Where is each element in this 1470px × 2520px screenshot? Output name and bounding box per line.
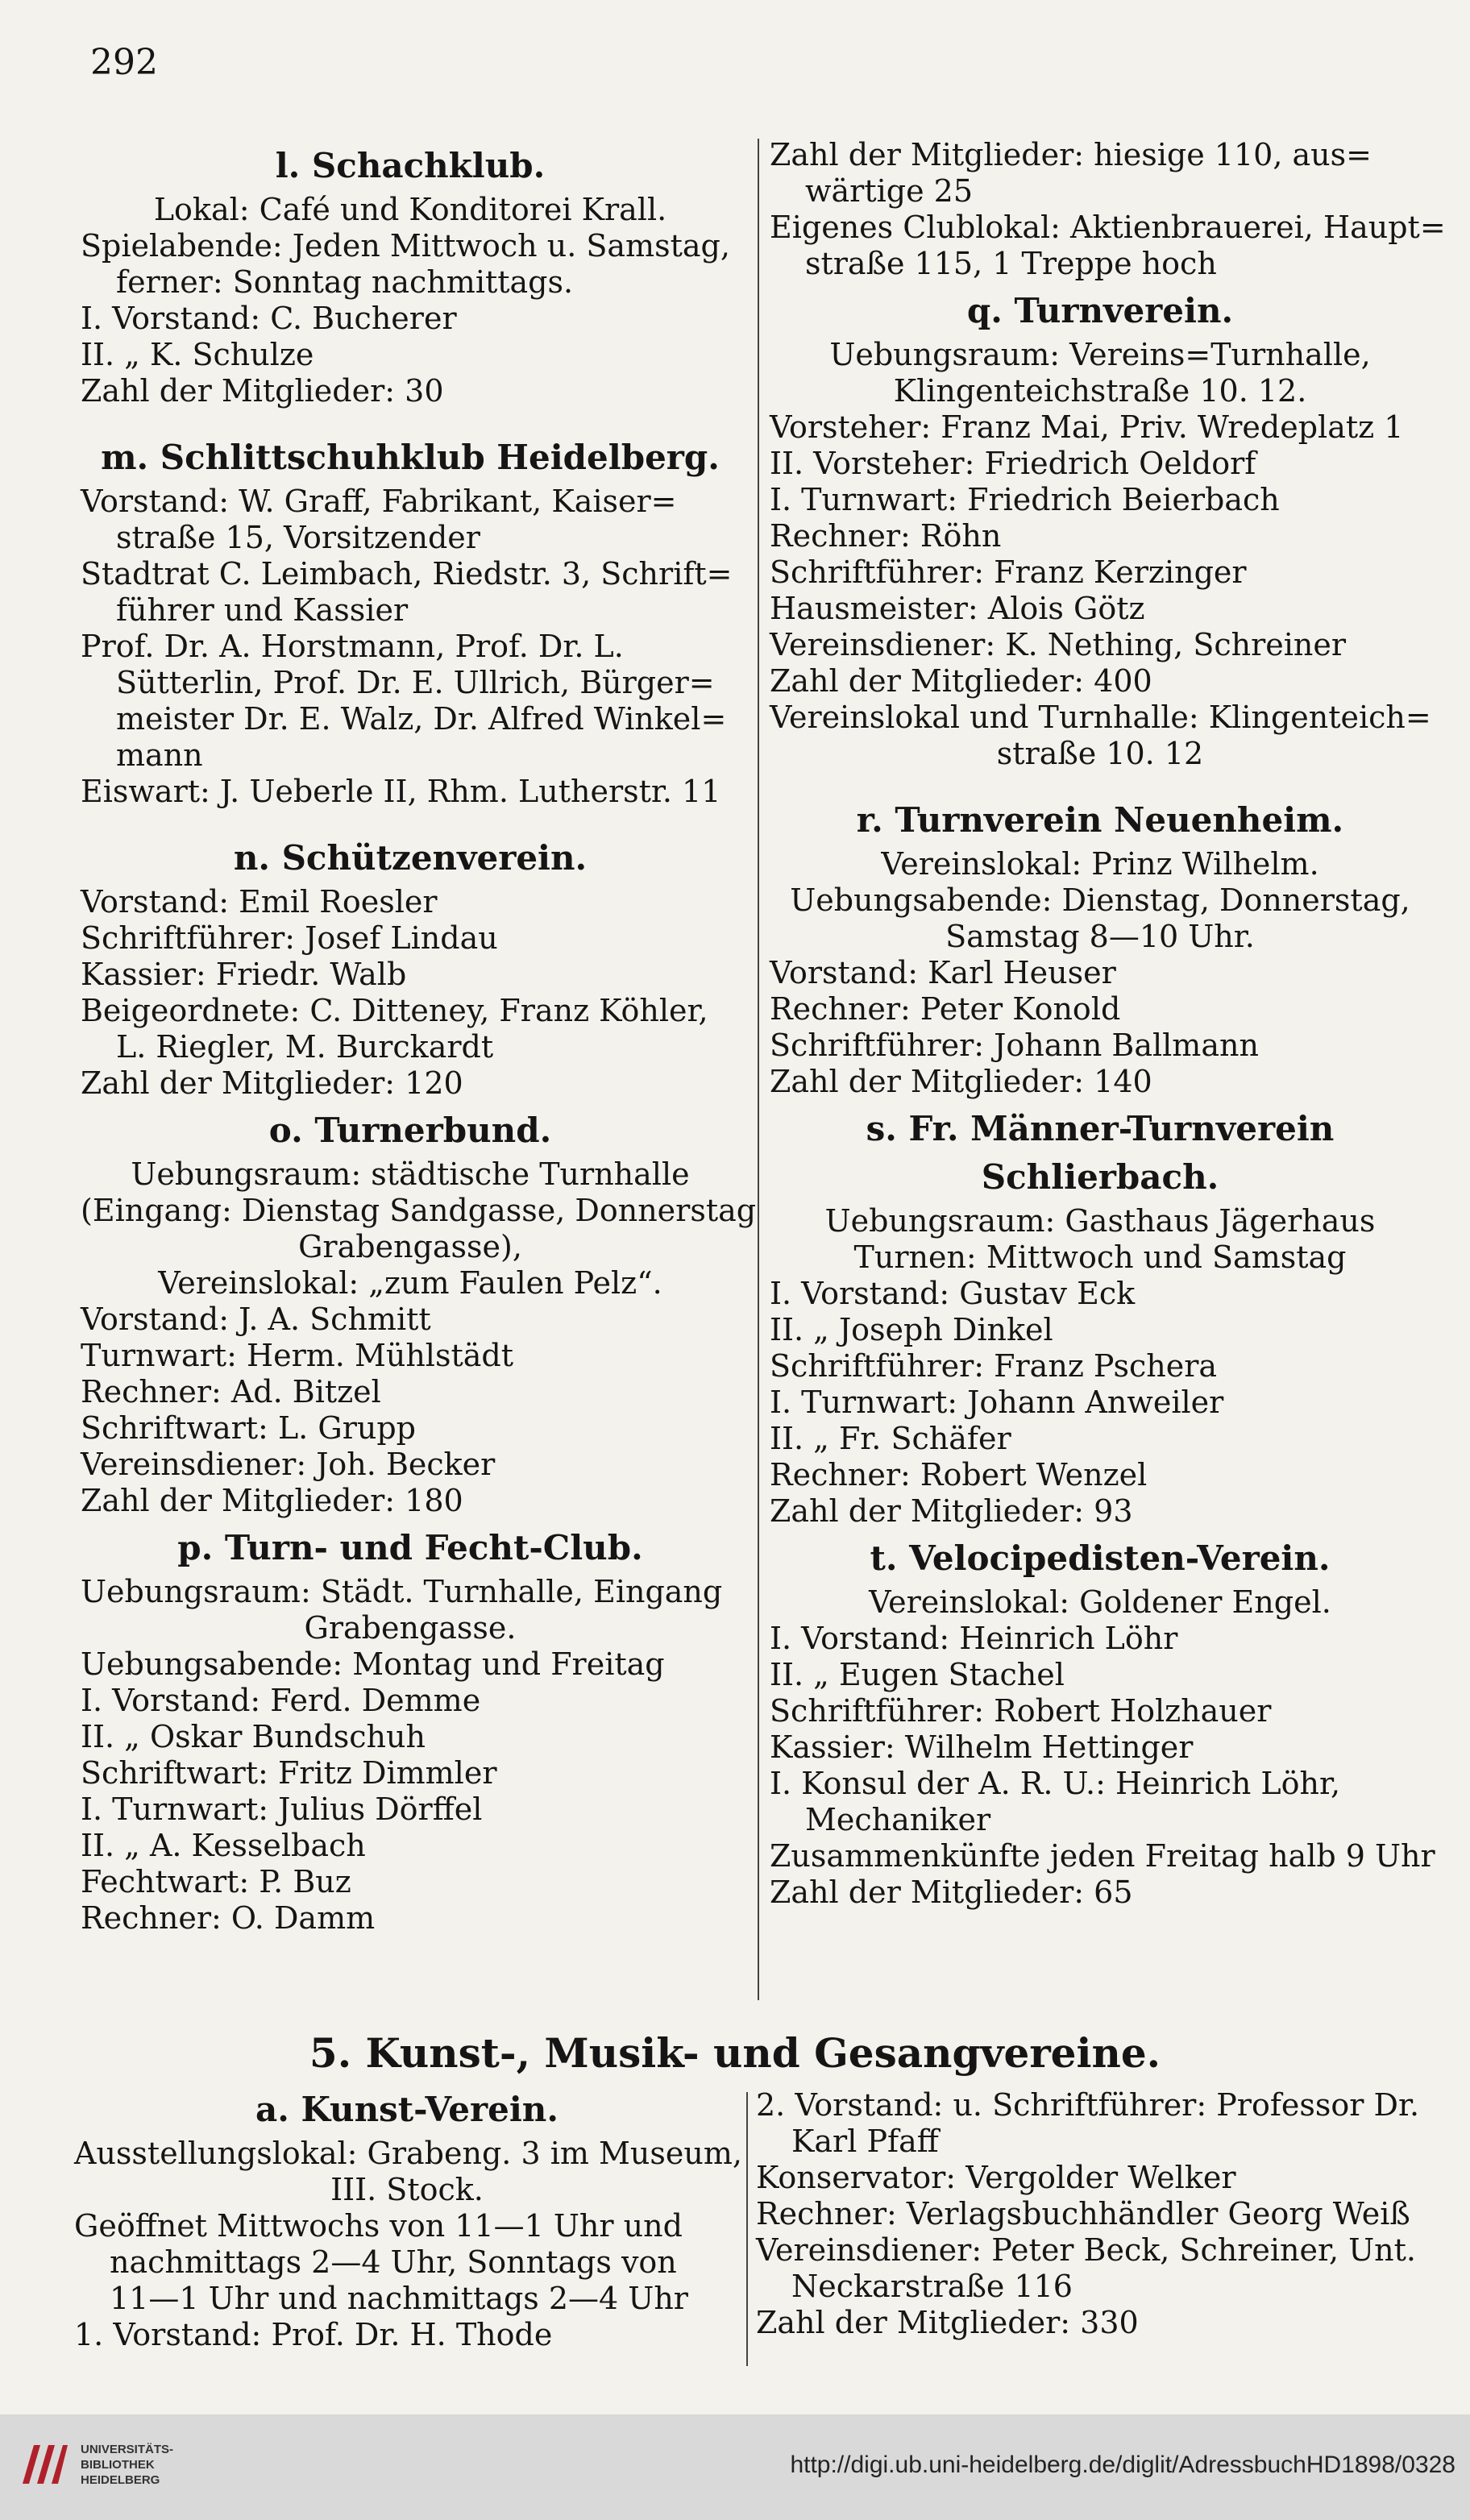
club-heading: n. Schützenverein. (233, 838, 588, 878)
club-q (770, 289, 1431, 772)
entry-line: Uebungsraum: Städt. Turnhalle, Eingang (81, 1574, 723, 1609)
entry-line: Kassier: Wilhelm Hettinger (770, 1729, 1194, 1765)
entry-line: II. „ Fr. Schäfer (770, 1421, 1011, 1456)
entry-line: nachmittags 2—4 Uhr, Sonntags von (110, 2244, 677, 2280)
club-lines (770, 1584, 1435, 1911)
club-r (770, 798, 1431, 1100)
entry-line: Mechaniker (805, 1802, 991, 1837)
page-number: 292 (90, 42, 158, 83)
entry-line: Zahl der Mitglieder: hiesige 110, aus= (770, 137, 1372, 172)
entry-line: Hausmeister: Alois Götz (770, 591, 1145, 626)
club-p (81, 1526, 740, 1937)
club-heading: s. Fr. Männer-Turnverein (866, 1109, 1335, 1148)
entry-line: 11—1 Uhr und nachmittags 2—4 Uhr (110, 2281, 688, 2316)
entry-line: wärtige 25 (805, 173, 974, 209)
entry-line: Uebungsraum: städtische Turnhalle (131, 1156, 690, 1192)
club-lines (81, 1574, 740, 1937)
entry-line: L. Riegler, M. Burckardt (116, 1029, 494, 1065)
entry-line: Vereinsdiener: Joh. Becker (81, 1447, 496, 1482)
entry-line: Zahl der Mitglieder: 140 (770, 1064, 1152, 1099)
club-heading: m. Schlittschuhklub Heidelberg. (101, 438, 720, 477)
entry-line: Vorstand: Karl Heuser (770, 955, 1116, 990)
entry-line: Vereinslokal: „zum Faulen Pelz“. (158, 1265, 662, 1301)
section-heading: 5. Kunst-, Musik- und Gesangvereine. (309, 2029, 1161, 2077)
right-column (770, 137, 1446, 1911)
entry-line: Zahl der Mitglieder: 120 (81, 1065, 463, 1101)
entry-line: Zahl der Mitglieder: 65 (770, 1874, 1133, 1910)
entry-line: straße 10. 12 (996, 736, 1204, 771)
entry-line: Grabengasse. (304, 1610, 517, 1646)
bottom-left-column (74, 2087, 740, 2353)
entry-line: Lokal: Café und Konditorei Krall. (153, 192, 667, 227)
club-m (81, 435, 740, 810)
club-t (770, 1536, 1435, 1911)
entry-line: Uebungsraum: Vereins=Turnhalle, (829, 337, 1371, 372)
entry-line: Eigenes Clublokal: Aktienbrauerei, Haupt= (770, 210, 1446, 245)
club-lines (81, 1156, 757, 1519)
entry-line: Rechner: Verlagsbuchhändler Georg Weiß (756, 2196, 1410, 2231)
entry-line: III. Stock. (330, 2172, 484, 2207)
entry-line: I. Konsul der A. R. U.: Heinrich Löhr, (770, 1766, 1341, 1801)
column-divider-bottom (746, 2092, 748, 2366)
entry-line: Rechner: Peter Konold (770, 991, 1121, 1027)
bottom-right-column (756, 2087, 1425, 2341)
entry-line: Schriftwart: L. Grupp (81, 1410, 416, 1446)
entry-line: Kassier: Friedr. Walb (81, 957, 407, 992)
club-p-continued (770, 137, 1446, 282)
entry-line: Zusammenkünfte jeden Freitag halb 9 Uhr (770, 1838, 1435, 1874)
entry-line: Rechner: O. Damm (81, 1900, 376, 1936)
entry-line: Uebungsabende: Montag und Freitag (81, 1646, 665, 1682)
entry-line: 2. Vorstand: u. Schriftführer: Professor Dr. (756, 2087, 1420, 2123)
entry-line: Prof. Dr. A. Horstmann, Prof. Dr. L. (81, 629, 624, 664)
entry-line: I. Vorstand: Heinrich Löhr (770, 1621, 1178, 1656)
entry-line: Neckarstraße 116 (791, 2269, 1073, 2304)
entry-line: II. „ Oskar Bundschuh (81, 1719, 426, 1754)
club-l (81, 143, 740, 409)
left-column (81, 137, 757, 1937)
club-lines (81, 884, 740, 1102)
entry-line: Schriftwart: Fritz Dimmler (81, 1755, 497, 1791)
entry-line: Zahl der Mitglieder: 93 (770, 1493, 1133, 1529)
entry-line: Spielabende: Jeden Mittwoch u. Samstag, (81, 228, 730, 264)
entry-line: Konservator: Vergolder Welker (756, 2160, 1236, 2195)
entry-line: I. Turnwart: Johann Anweiler (770, 1385, 1224, 1420)
club-lines (756, 2087, 1425, 2341)
entry-line: Vorsteher: Franz Mai, Priv. Wredeplatz 1 (770, 409, 1404, 445)
entry-line: Ausstellungslokal: Grabeng. 3 im Museum, (74, 2136, 742, 2171)
club-heading: r. Turnverein Neuenheim. (856, 800, 1344, 840)
entry-line: straße 115, 1 Treppe hoch (805, 246, 1217, 281)
entry-line: Schriftführer: Franz Kerzinger (770, 554, 1247, 590)
entry-line: Turnwart: Herm. Mühlstädt (81, 1338, 513, 1373)
entry-line: Karl Pfaff (791, 2124, 939, 2159)
entry-line: Uebungsabende: Dienstag, Donnerstag, (790, 882, 1410, 918)
entry-line: Vereinslokal: Goldener Engel. (869, 1584, 1331, 1620)
entry-line: II. „ Joseph Dinkel (770, 1312, 1053, 1347)
entry-line: Rechner: Ad. Bitzel (81, 1374, 381, 1409)
club-lines (770, 1203, 1431, 1530)
club-heading: l. Schachklub. (275, 146, 546, 185)
source-url-link[interactable]: http://digi.ub.uni-heidelberg.de/diglit/AdressbuchHD1898/0328 (790, 2451, 1455, 2478)
entry-line: (Eingang: Dienstag Sandgasse, Donnerstag (81, 1193, 757, 1228)
entry-line: II. Vorsteher: Friedrich Oeldorf (770, 446, 1256, 481)
entry-line: Schriftführer: Franz Pschera (770, 1348, 1218, 1384)
entry-line: Vorstand: J. A. Schmitt (81, 1302, 431, 1337)
entry-line: Vereinsdiener: Peter Beck, Schreiner, Unt. (756, 2232, 1416, 2268)
entry-line: Vereinsdiener: K. Nething, Schreiner (770, 627, 1347, 662)
entry-line: Rechner: Robert Wenzel (770, 1457, 1148, 1492)
club-lines (81, 484, 740, 810)
entry-line: Fechtwart: P. Buz (81, 1864, 351, 1899)
club-a (74, 2087, 740, 2353)
club-s (770, 1106, 1431, 1530)
club-heading: o. Turnerbund. (268, 1111, 552, 1150)
club-lines (770, 137, 1446, 282)
entry-line: ferner: Sonntag nachmittags. (116, 264, 574, 300)
footer-bar (0, 2414, 1470, 2520)
column-divider (758, 139, 759, 2000)
entry-line: Vorstand: W. Graff, Fabrikant, Kaiser= (81, 484, 677, 519)
club-heading: p. Turn- und Fecht-Club. (177, 1528, 643, 1567)
entry-line: I. Turnwart: Julius Dörffel (81, 1791, 483, 1827)
entry-line: straße 15, Vorsitzender (116, 520, 480, 555)
entry-line: Zahl der Mitglieder: 330 (756, 2305, 1139, 2340)
entry-line: II. „ A. Kesselbach (81, 1828, 366, 1863)
club-n (81, 836, 740, 1102)
entry-line: Turnen: Mittwoch und Samstag (853, 1239, 1347, 1275)
club-lines (770, 337, 1431, 772)
club-lines (81, 192, 740, 409)
club-lines (74, 2136, 740, 2353)
entry-line: führer und Kassier (116, 592, 409, 628)
library-logo-text: UNIVERSITÄTS- BIBLIOTHEK HEIDELBERG (81, 2443, 174, 2487)
entry-line: Stadtrat C. Leimbach, Riedstr. 3, Schrift= (81, 556, 733, 592)
entry-line: Eiswart: J. Ueberle II, Rhm. Lutherstr. 11 (81, 774, 721, 809)
entry-line: Klingenteichstraße 10. 12. (893, 373, 1307, 409)
entry-line: Samstag 8—10 Uhr. (945, 919, 1255, 954)
club-heading: q. Turnverein. (966, 291, 1234, 330)
entry-line: I. Vorstand: Ferd. Demme (81, 1683, 481, 1718)
entry-line: II. „ K. Schulze (81, 337, 314, 372)
club-heading: a. Kunst-Verein. (255, 2090, 559, 2129)
entry-line: mann (116, 737, 203, 773)
entry-line: Vorstand: Emil Roesler (81, 884, 438, 920)
club-o (81, 1108, 757, 1519)
entry-line: Zahl der Mitglieder: 30 (81, 373, 444, 409)
entry-line: Grabengasse), (298, 1229, 522, 1264)
entry-line: Sütterlin, Prof. Dr. E. Ullrich, Bürger= (116, 665, 715, 700)
entry-line: Beigeordnete: C. Ditteney, Franz Köhler, (81, 993, 708, 1028)
entry-line: Zahl der Mitglieder: 180 (81, 1483, 463, 1518)
club-heading-continued: Schlierbach. (981, 1157, 1219, 1197)
entry-line: Rechner: Röhn (770, 518, 1002, 554)
entry-line: Schriftführer: Josef Lindau (81, 920, 498, 956)
entry-line: Vereinslokal und Turnhalle: Klingenteich= (770, 700, 1431, 735)
club-lines (770, 846, 1431, 1100)
entry-line: Schriftführer: Johann Ballmann (770, 1028, 1259, 1063)
entry-line: I. Vorstand: Gustav Eck (770, 1276, 1136, 1311)
entry-line: meister Dr. E. Walz, Dr. Alfred Winkel= (116, 701, 727, 737)
entry-line: Schriftführer: Robert Holzhauer (770, 1693, 1272, 1729)
entry-line: I. Turnwart: Friedrich Beierbach (770, 482, 1280, 517)
club-heading: t. Velocipedisten-Verein. (870, 1538, 1331, 1578)
entry-line: Geöffnet Mittwochs von 11—1 Uhr und (74, 2208, 683, 2244)
entry-line: Zahl der Mitglieder: 400 (770, 663, 1152, 699)
entry-line: Uebungsraum: Gasthaus Jägerhaus (824, 1203, 1376, 1239)
library-logo-icon (16, 2437, 71, 2492)
entry-line: I. Vorstand: C. Bucherer (81, 301, 457, 336)
entry-line: Vereinslokal: Prinz Wilhelm. (881, 846, 1319, 882)
entry-line: 1. Vorstand: Prof. Dr. H. Thode (74, 2317, 553, 2352)
entry-line: II. „ Eugen Stachel (770, 1657, 1065, 1692)
